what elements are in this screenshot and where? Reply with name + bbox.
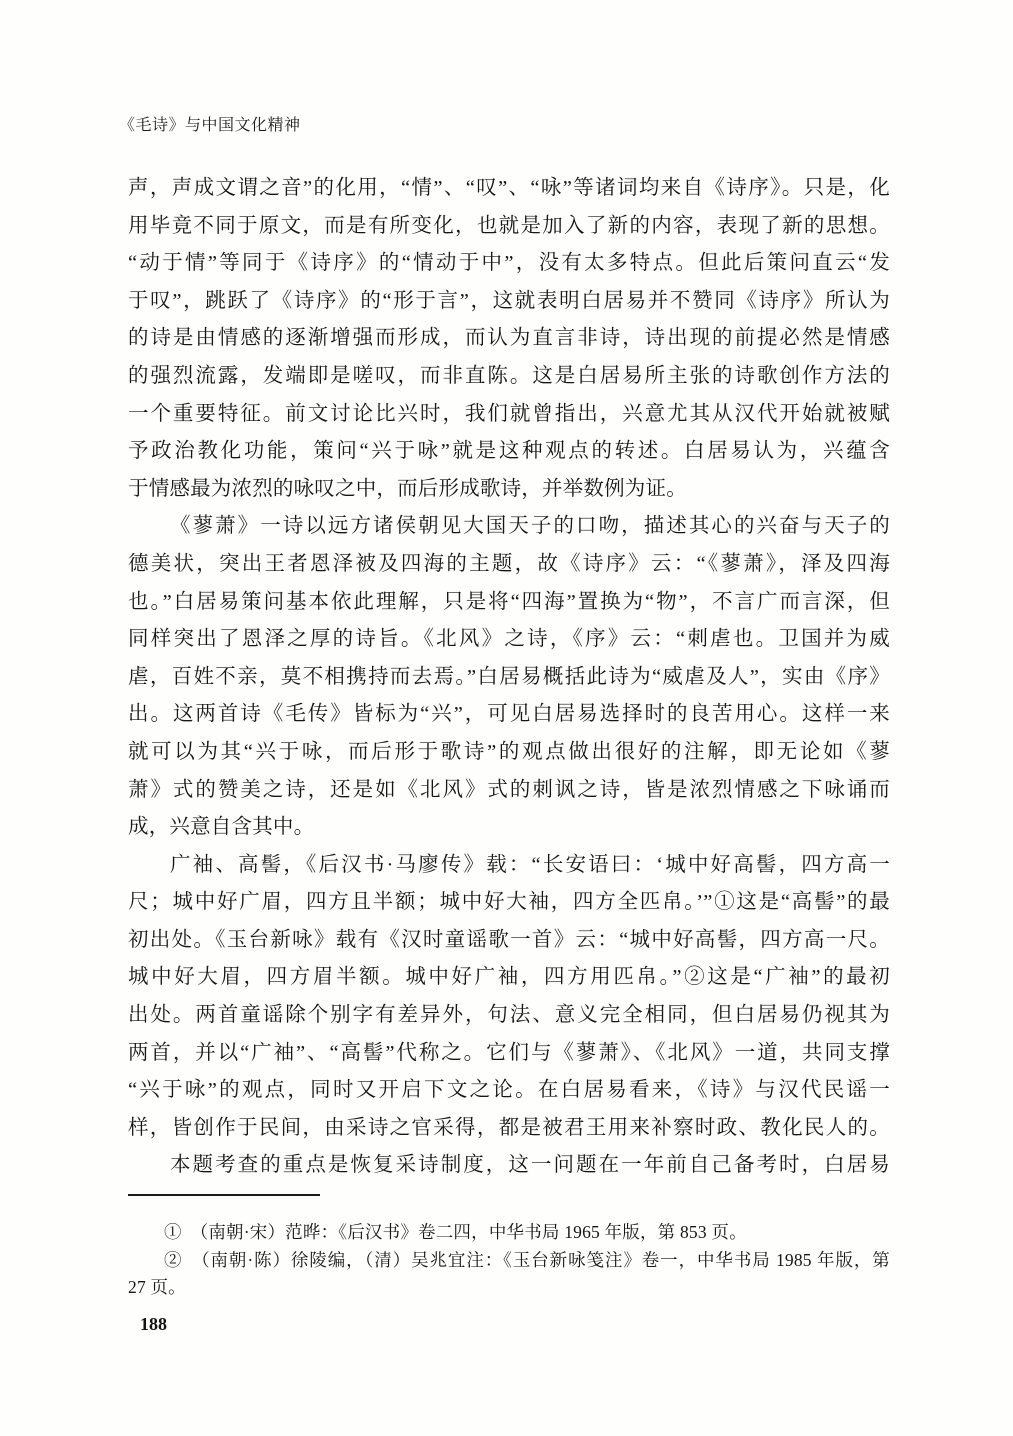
body-line: “兴于咏”的观点，同时又开启下文之论。在白居易看来，《诗》与汉代民谣一 [128, 1079, 890, 1102]
footnote-separator-rule [128, 1194, 320, 1196]
body-line: 萧》式的赞美之诗，还是如《北风》式的刺讽之诗，皆是浓烈情感之下咏诵而 [128, 778, 890, 801]
footnote-line: 27 页。 [128, 1277, 186, 1297]
body-line: 出处。两首童谣除个别字有差异外，句法、意义完全相同，但白居易仍视其为 [128, 1004, 890, 1027]
footnote-line: ① （南朝·宋）范晔：《后汉书》卷二四，中华书局 1965 年版，第 853 页。 [164, 1222, 747, 1242]
body-line: 也。”白居易策问基本依此理解，只是将“四海”置换为“物”，不言广而言深，但 [128, 590, 890, 613]
page-number: 188 [140, 1314, 167, 1334]
body-line: 广袖、高髻，《后汉书·马廖传》载：“长安语曰：‘城中好高髻，四方高一 [170, 853, 890, 876]
body-line: 尺；城中好广眉，四方且半额；城中好大袖，四方全匹帛。’”①这是“高髻”的最 [128, 891, 890, 914]
body-line: 的强烈流露，发端即是嗟叹，而非直陈。这是白居易所主张的诗歌创作方法的 [128, 364, 890, 387]
body-line: 成，兴意自含其中。 [128, 816, 315, 839]
body-line: 样，皆创作于民间，由采诗之官采得，都是被君王用来补察时政、教化民人的。 [128, 1116, 890, 1139]
body-text [128, 170, 890, 1185]
body-line: 两首，并以“广袖”、“高髻”代称之。它们与《蓼萧》、《北风》一道，共同支撑 [128, 1041, 890, 1064]
body-line: 的诗是由情感的逐渐增强而形成，而认为直言非诗，诗出现的前提必然是情感 [128, 327, 890, 350]
body-line: 用毕竟不同于原文，而是有所变化，也就是加入了新的内容，表现了新的思想。 [128, 214, 890, 237]
running-header: 《毛诗》与中国文化精神 [119, 117, 301, 134]
body-line: 同样突出了恩泽之厚的诗旨。《北风》之诗，《序》云：“刺虐也。卫国并为威 [128, 628, 890, 651]
body-line: 虐，百姓不亲，莫不相携持而去焉。”白居易概括此诗为“威虐及人”，实由《序》 [128, 665, 890, 688]
body-line: 初出处。《玉台新咏》载有《汉时童谣歌一首》云：“城中好高髻，四方高一尺。 [128, 928, 890, 951]
body-line: 德美状，突出王者恩泽被及四海的主题，故《诗序》云：“《蓼萧》，泽及四海 [128, 552, 890, 575]
body-line: 就可以为其“兴于咏，而后形于歌诗”的观点做出很好的注解，即无论如《蓼 [128, 740, 890, 763]
footnotes [128, 1219, 890, 1302]
body-line: 予政治教化功能，策问“兴于咏”就是这种观点的转述。白居易认为，兴蕴含 [128, 440, 890, 463]
body-line: 城中好大眉，四方眉半额。城中好广袖，四方用匹帛。”②这是“广袖”的最初 [128, 966, 890, 989]
body-line: 一个重要特征。前文讨论比兴时，我们就曾指出，兴意尤其从汉代开始就被赋 [128, 402, 890, 425]
body-line: 出。这两首诗《毛传》皆标为“兴”，可见白居易选择时的良苦用心。这样一来 [128, 703, 890, 726]
body-line: “动于情”等同于《诗序》的“情动于中”，没有太多特点。但此后策问直云“发 [128, 252, 890, 275]
footnote-line: ② （南朝·陈）徐陵编，（清）吴兆宜注：《玉台新咏笺注》卷一，中华书局 1985 年版，第 [164, 1249, 890, 1270]
body-line: 声，声成文谓之音”的化用，“情”、“叹”、“咏”等诸词均来自《诗序》。只是，化 [128, 177, 890, 199]
body-line: 于情感最为浓烈的咏叹之中，而后形成歌诗，并举数例为证。 [128, 477, 687, 500]
body-line: 《蓼萧》一诗以远方诸侯朝见大国天子的口吻，描述其心的兴奋与天子的 [170, 515, 890, 538]
body-line: 于叹”，跳跃了《诗序》的“形于言”，这就表明白居易并不赞同《诗序》所认为 [128, 289, 890, 312]
body-line: 本题考查的重点是恢复采诗制度，这一问题在一年前自己备考时，白居易 [170, 1154, 890, 1177]
